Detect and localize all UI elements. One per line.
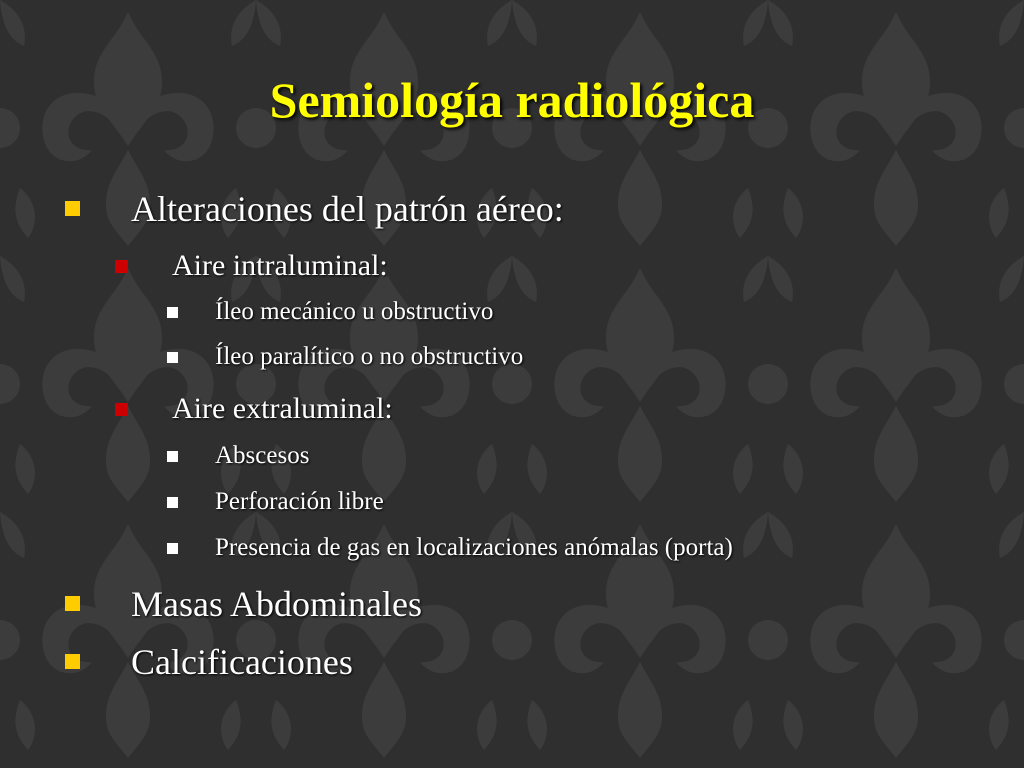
bullet-text: Aire extraluminal: <box>172 392 393 425</box>
square-bullet-white-icon <box>167 497 178 508</box>
bullet-text: Íleo paralítico o no obstructivo <box>215 343 524 370</box>
square-bullet-yellow-icon <box>65 596 80 611</box>
square-bullet-white-icon <box>167 543 178 554</box>
bullet-text: Íleo mecánico u obstructivo <box>215 298 494 325</box>
bullet-text: Aire intraluminal: <box>172 249 388 282</box>
bullet-text: Abscesos <box>215 442 310 469</box>
square-bullet-red-icon <box>115 403 128 416</box>
bullet-item-ileo-paralitico <box>215 342 523 372</box>
bullet-item-calcificaciones <box>131 641 353 683</box>
bullet-text: Presencia de gas en localizaciones anómalas (porta) <box>215 534 733 561</box>
slide-title: Semiología radiológica <box>269 72 755 128</box>
bullet-item-gas-porta <box>215 533 733 563</box>
bullet-text: Calcificaciones <box>131 642 353 682</box>
bullet-item-alteraciones <box>131 188 564 230</box>
square-bullet-white-icon <box>167 451 178 462</box>
square-bullet-red-icon <box>115 260 128 273</box>
bullet-item-abscesos <box>215 441 309 471</box>
square-bullet-yellow-icon <box>65 654 80 669</box>
bullet-item-aire-extraluminal <box>172 391 393 427</box>
bullet-text: Alteraciones del patrón aéreo: <box>131 189 564 229</box>
bullet-item-ileo-mecanico <box>215 297 493 327</box>
bullet-item-masas <box>131 583 422 625</box>
bullet-item-perforacion <box>215 487 384 517</box>
bullet-text: Masas Abdominales <box>131 584 422 624</box>
square-bullet-yellow-icon <box>65 201 80 216</box>
square-bullet-white-icon <box>167 307 178 318</box>
square-bullet-white-icon <box>167 352 178 363</box>
bullet-text: Perforación libre <box>215 488 384 515</box>
bullet-item-aire-intraluminal <box>172 248 388 284</box>
